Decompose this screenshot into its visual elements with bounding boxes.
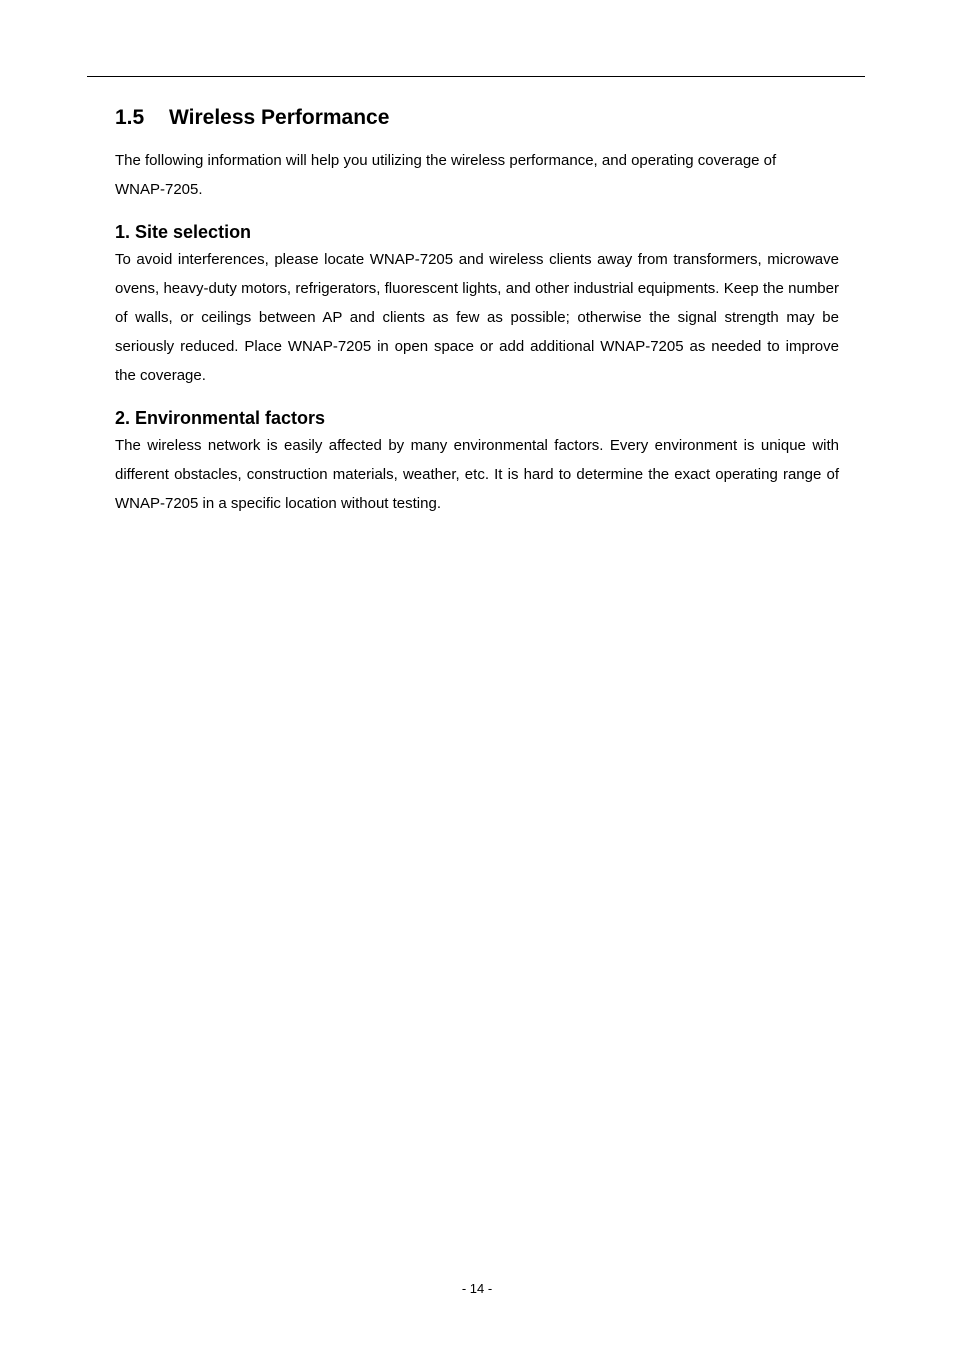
section-heading bbox=[115, 102, 839, 134]
intro-line-2: WNAP-7205. bbox=[115, 181, 203, 198]
section-number: 1.5 bbox=[115, 106, 145, 129]
intro-line-1: The following information will help you utilizing the wireless performance, and operating coverage of bbox=[115, 152, 777, 169]
section-title: Wireless Performance bbox=[169, 106, 390, 129]
environmental-factors-heading: 2. Environmental factors bbox=[115, 408, 326, 428]
page-content bbox=[115, 102, 839, 518]
header-rule bbox=[87, 76, 865, 77]
page-number: - 14 - bbox=[461, 1281, 493, 1296]
environmental-factors-paragraph: The wireless network is easily affected by many environmental factors. Every environment is unique with different obstacles, construction materials, weather, etc. It is hard to determine the exact operating range of WNAP-7205 in a specific location without testing. bbox=[115, 437, 839, 512]
site-selection-heading: 1. Site selection bbox=[115, 222, 252, 242]
site-selection-paragraph: To avoid interferences, please locate WNAP-7205 and wireless clients away from transformers, microwave ovens, heavy-duty motors, refrigerators, fluorescent lights, and other industrial equipments. Keep the number of walls, or ceilings between AP and clients as few as possible; otherwise the signal strength may be seriously reduced. Place WNAP-7205 in open space or add additional WNAP-7205 as needed to improve the coverage. bbox=[115, 251, 839, 384]
intro-paragraph bbox=[115, 146, 839, 204]
